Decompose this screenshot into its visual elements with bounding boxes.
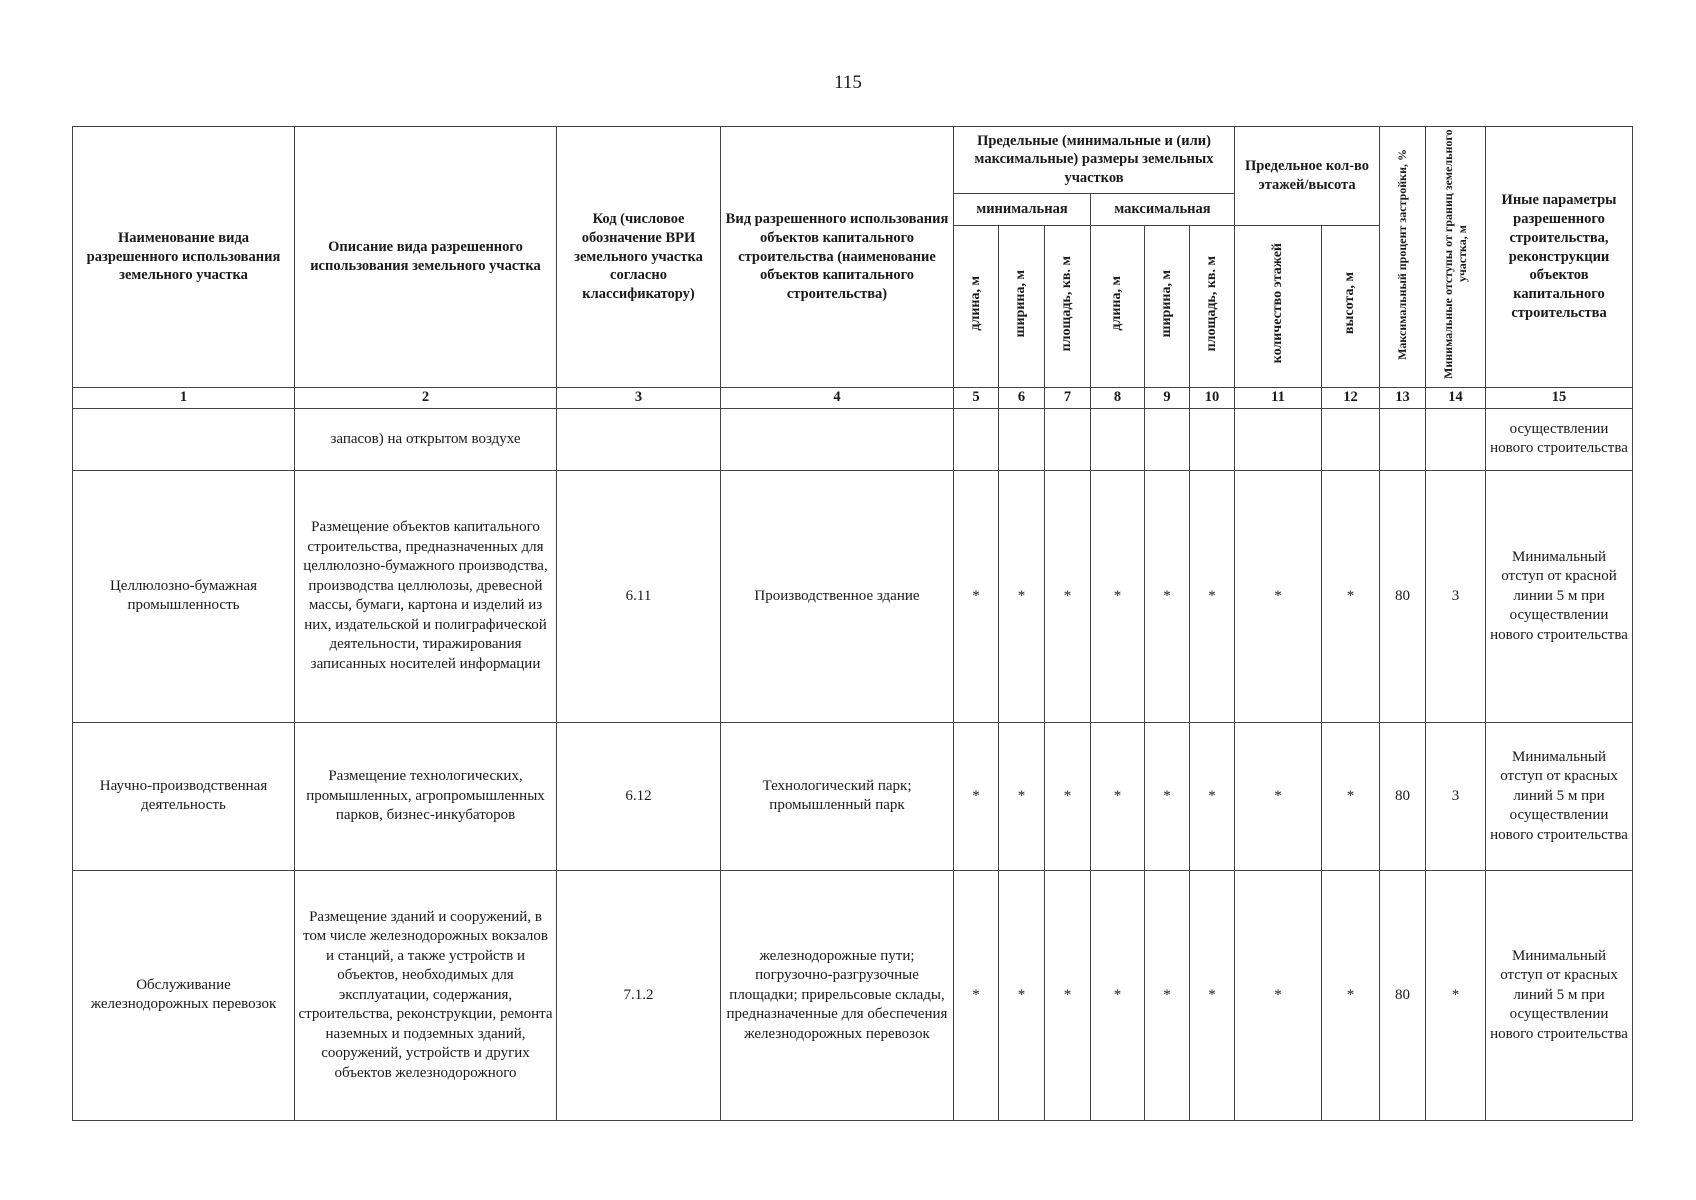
column-number: 10 (1190, 387, 1235, 408)
header-min-area: площадь, кв. м (1045, 226, 1091, 388)
classifier-code (557, 408, 721, 470)
page-number: 115 (834, 72, 862, 93)
table-row (73, 470, 1633, 722)
height-value: * (1322, 870, 1380, 1120)
column-number: 4 (721, 387, 954, 408)
header-minimum: минимальная (954, 193, 1091, 225)
max-area-value: * (1190, 722, 1235, 870)
min-width-value (999, 408, 1045, 470)
column-number: 2 (295, 387, 557, 408)
max-length-value: * (1091, 870, 1145, 1120)
max-building-percent-value: 80 (1380, 722, 1426, 870)
column-number: 9 (1145, 387, 1190, 408)
max-building-percent-value: 80 (1380, 470, 1426, 722)
header-max-area: площадь, кв. м (1190, 226, 1235, 388)
header-capital-construction-type: Вид разрешенного использования объектов капитального строительства (наименование объектов капитального строительства) (721, 127, 954, 388)
header-max-width: ширина, м (1145, 226, 1190, 388)
min-area-value: * (1045, 470, 1091, 722)
header-floors-count: количество этажей (1235, 226, 1322, 388)
floors-count-value: * (1235, 470, 1322, 722)
min-area-value: * (1045, 722, 1091, 870)
header-max-building-percent: Максимальный процент застройки, % (1380, 127, 1426, 388)
max-length-value (1091, 408, 1145, 470)
header-plot-size-limits: Предельные (минимальные и (или) максимальные) размеры земельных участков (954, 127, 1235, 194)
classifier-code: 6.12 (557, 722, 721, 870)
column-number: 1 (73, 387, 295, 408)
column-number: 7 (1045, 387, 1091, 408)
zoning-regulations-table (72, 126, 1633, 1121)
header-min-width: ширина, м (999, 226, 1045, 388)
land-use-name (73, 408, 295, 470)
header-land-use-name: Наименование вида разрешенного использования земельного участка (73, 127, 295, 388)
table-row (73, 722, 1633, 870)
column-number: 3 (557, 387, 721, 408)
other-parameters-value: Минимальный отступ от красных линий 5 м при осуществлении нового строительства (1486, 722, 1633, 870)
column-number: 6 (999, 387, 1045, 408)
header-min-length: длина, м (954, 226, 999, 388)
header-other-parameters: Иные параметры разрешенного строительства, реконструкции объектов капитального строительства (1486, 127, 1633, 388)
classifier-code: 7.1.2 (557, 870, 721, 1120)
table-row (73, 870, 1633, 1120)
min-setback-value: 3 (1426, 470, 1486, 722)
max-width-value: * (1145, 870, 1190, 1120)
column-number: 14 (1426, 387, 1486, 408)
min-length-value: * (954, 470, 999, 722)
capital-construction-type: Технологический парк; промышленный парк (721, 722, 954, 870)
floors-count-value (1235, 408, 1322, 470)
capital-construction-type: железнодорожные пути; погрузочно-разгрузочные площадки; прирельсовые склады, предназначенные для обеспечения железнодорожных перевозок (721, 870, 954, 1120)
other-parameters-value: Минимальный отступ от красной линии 5 м при осуществлении нового строительства (1486, 470, 1633, 722)
min-area-value (1045, 408, 1091, 470)
land-use-name: Научно-производственная деятельность (73, 722, 295, 870)
min-setback-value: 3 (1426, 722, 1486, 870)
column-number: 5 (954, 387, 999, 408)
max-area-value (1190, 408, 1235, 470)
max-width-value: * (1145, 470, 1190, 722)
height-value: * (1322, 470, 1380, 722)
height-value: * (1322, 722, 1380, 870)
max-area-value: * (1190, 470, 1235, 722)
max-width-value: * (1145, 722, 1190, 870)
other-parameters-value: осуществлении нового строительства (1486, 408, 1633, 470)
min-length-value: * (954, 722, 999, 870)
table-row (73, 408, 1633, 470)
min-length-value: * (954, 870, 999, 1120)
header-height: высота, м (1322, 226, 1380, 388)
min-width-value: * (999, 470, 1045, 722)
column-number: 13 (1380, 387, 1426, 408)
min-width-value: * (999, 870, 1045, 1120)
max-width-value (1145, 408, 1190, 470)
classifier-code: 6.11 (557, 470, 721, 722)
column-number: 8 (1091, 387, 1145, 408)
height-value (1322, 408, 1380, 470)
floors-count-value: * (1235, 722, 1322, 870)
column-number: 11 (1235, 387, 1322, 408)
max-area-value: * (1190, 870, 1235, 1120)
column-numbers-row (73, 387, 1633, 408)
land-use-name: Целлюлозно-бумажная промышленность (73, 470, 295, 722)
header-land-use-description: Описание вида разрешенного использования земельного участка (295, 127, 557, 388)
land-use-description: Размещение объектов капитального строительства, предназначенных для целлюлозно-бумажного производства, производства целлюлозы, древесной массы, бумаги, картона и изделий из них, издательской и полиграфической деятельности, тиражирования записанных носителей информации (295, 470, 557, 722)
land-use-name: Обслуживание железнодорожных перевозок (73, 870, 295, 1120)
min-length-value (954, 408, 999, 470)
capital-construction-type (721, 408, 954, 470)
max-length-value: * (1091, 722, 1145, 870)
max-building-percent-value (1380, 408, 1426, 470)
min-area-value: * (1045, 870, 1091, 1120)
other-parameters-value: Минимальный отступ от красных линий 5 м при осуществлении нового строительства (1486, 870, 1633, 1120)
floors-count-value: * (1235, 870, 1322, 1120)
min-setback-value: * (1426, 870, 1486, 1120)
capital-construction-type: Производственное здание (721, 470, 954, 722)
header-max-length: длина, м (1091, 226, 1145, 388)
max-building-percent-value: 80 (1380, 870, 1426, 1120)
min-width-value: * (999, 722, 1045, 870)
header-maximum: максимальная (1091, 193, 1235, 225)
header-floors-height-limits: Предельное кол-во этажей/высота (1235, 127, 1380, 226)
min-setback-value (1426, 408, 1486, 470)
column-number: 12 (1322, 387, 1380, 408)
header-classifier-code: Код (числовое обозначение ВРИ земельного участка согласно классификатору) (557, 127, 721, 388)
land-use-description: запасов) на открытом воздухе (295, 408, 557, 470)
land-use-description: Размещение зданий и сооружений, в том числе железнодорожных вокзалов и станций, а также устройств и объектов, необходимых для эксплуатации, содержания, строительства, реконструкции, ремонта наземных и подземных зданий, сооружений, устройств и других объектов железнодорожного (295, 870, 557, 1120)
max-length-value: * (1091, 470, 1145, 722)
land-use-description: Размещение технологических, промышленных, агропромышленных парков, бизнес-инкубаторов (295, 722, 557, 870)
column-number: 15 (1486, 387, 1633, 408)
header-min-setbacks: Минимальные отступы от границ земельного участка, м (1426, 127, 1486, 388)
